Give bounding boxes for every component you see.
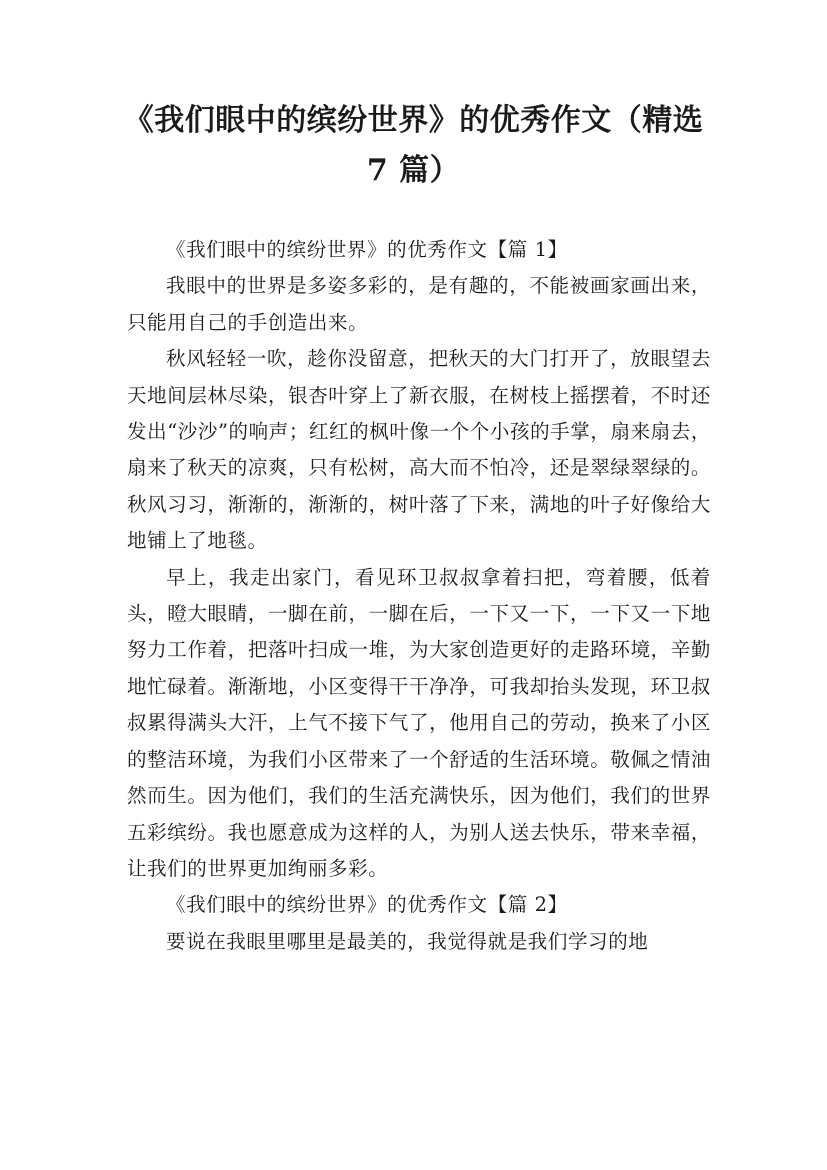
section-heading-2: 《我们眼中的缤纷世界》的优秀作文【篇 2】 (166, 893, 568, 917)
paragraph: 要说在我眼里哪里是最美的，我觉得就是我们学习的地 (166, 929, 649, 953)
title-line-2: 7 篇） (366, 153, 461, 188)
paragraph: 秋风轻轻一吹，趁你没留意，把秋天的大门打开了，放眼望去天地间层林尽染，银杏叶穿上了新衣服，在树枝上摇摆着，不时还发出“沙沙”的响声；红红的枫叶像一个个小孩的手掌，扇来扇去，扇来了秋天的凉爽，只有松树，高大而不怕冷，还是翠绿翠绿的。秋风习习，渐渐的，渐渐的，树叶落了下来，满地的叶子好像给大地铺上了地毯。 (127, 347, 711, 553)
document-title (110, 96, 717, 196)
paragraph: 我眼中的世界是多姿多彩的，是有趣的，不能被画家画出来，只能用自己的手创造出来。 (127, 274, 711, 334)
paragraph: 早上，我走出家门，看见环卫叔叔拿着扫把，弯着腰，低着头，瞪大眼睛，一脚在前，一脚在后，一下又一下，一下又一下地努力工作着，把落叶扫成一堆，为大家创造更好的走路环境，辛勤地忙碌着。渐渐地，小区变得干干净净，可我却抬头发现，环卫叔叔累得满头大汗，上气不接下气了，他用自己的劳动，换来了小区的整洁环境，为我们小区带来了一个舒适的生活环境。敬佩之情油然而生。因为他们，我们的生活充满快乐，因为他们，我们的世界五彩缤纷。我也愿意成为这样的人，为别人送去快乐，带来幸福，让我们的世界更加绚丽多彩。 (127, 565, 711, 880)
title-line-1: 《我们眼中的缤纷世界》的优秀作文（精选 (123, 103, 704, 138)
section-heading-1: 《我们眼中的缤纷世界》的优秀作文【篇 1】 (166, 238, 568, 261)
document-body (127, 232, 711, 960)
